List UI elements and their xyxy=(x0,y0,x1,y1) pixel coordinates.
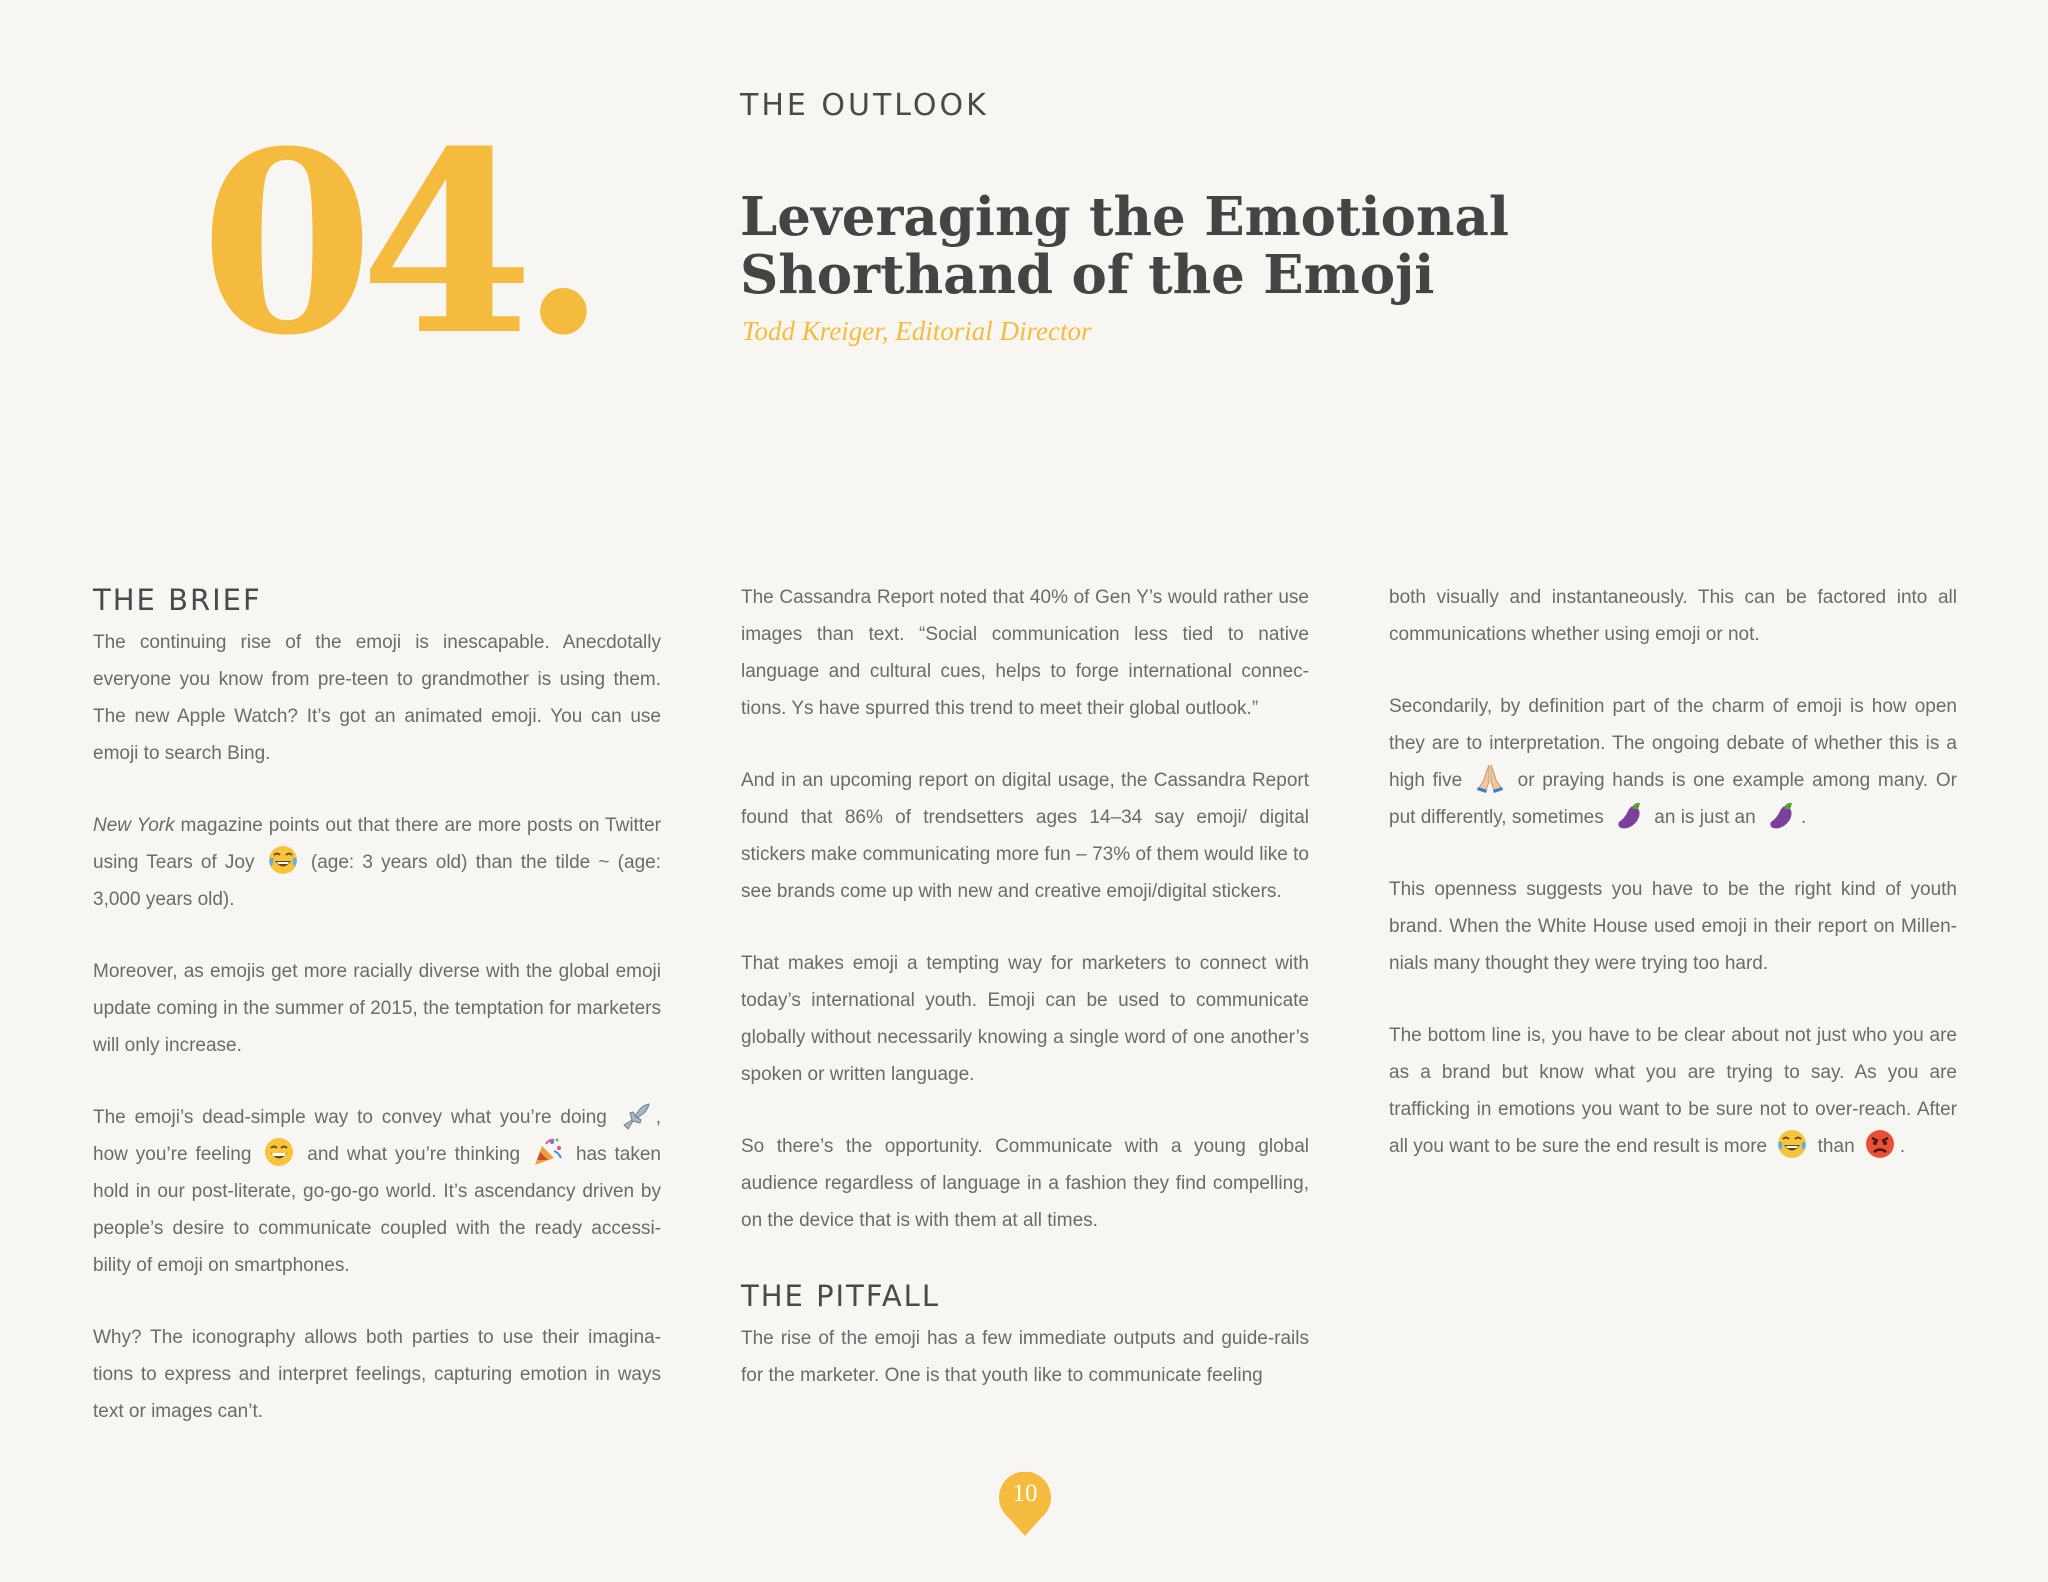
text-span: has taken hold in our post-literate, go-go-go world. It’s ascendancy driven by people’s desire to communicate coupled with the ready accessi-bility of emoji on smartphones. xyxy=(93,1144,661,1276)
pitfall-paragraph-3 xyxy=(1389,688,1957,836)
text-span: . xyxy=(1800,807,1807,828)
column-1 xyxy=(93,578,661,1465)
outlook-paragraph-1: The Cassandra Report noted that 40% of Gen Y’s would rather use images than text. “Social communication less tied to native language and cultural cues, helps to forge international connec-tions. Ys have spurred this trend to meet their global outlook.” xyxy=(741,587,1309,719)
text-span: . xyxy=(1899,1136,1906,1157)
text-span: than xyxy=(1817,1136,1855,1157)
column-3 xyxy=(1389,579,1957,1200)
party-popper-icon xyxy=(532,1136,564,1168)
outlook-paragraph-4: So there’s the opportunity. Communicate with a young global audience regardless of language in a fashion they find compelling, on the device that is with them at all times. xyxy=(741,1136,1309,1231)
chapter-number: 04. xyxy=(200,96,593,390)
title-line-2: Shorthand of the Emoji xyxy=(740,244,1435,306)
praying-hands-icon xyxy=(1474,762,1506,794)
brief-paragraph-5: Why? The iconography allows both parties to use their imagina-tions to express and interpret feelings, capturing emotion in ways text or images can’t. xyxy=(93,1327,661,1422)
pitfall-paragraph-5 xyxy=(1389,1017,1957,1165)
new-york-italic: New York xyxy=(93,815,175,836)
pitfall-heading: THE PITFALL xyxy=(741,1279,940,1313)
text-span: an is just an xyxy=(1654,807,1756,828)
pitfall-paragraph-2: both visually and instantaneously. This can be factored into all communications whether using emoji or not. xyxy=(1389,587,1957,645)
brief-paragraph-1: The continuing rise of the emoji is inescapable. Anecdotally everyone you know from pre-teen to grandmother is using them. The new Apple Watch? It’s got an animated emoji. You can use emoji to search Bing. xyxy=(93,632,661,764)
outlook-paragraph-2: And in an upcoming report on digital usage, the Cassandra Report found that 86% of trendsetters ages 14–34 say emoji/ digital stickers make communicating more fun – 73% of them would like to see brands come up with new and creative emoji/digital stickers. xyxy=(741,770,1309,902)
pitfall-paragraph-1: The rise of the emoji has a few immediate outputs and guide-rails for the marketer. One is that youth like to communicate feeling xyxy=(741,1328,1309,1386)
section-eyebrow: THE OUTLOOK xyxy=(740,88,989,123)
airplane-icon xyxy=(620,1099,652,1131)
text-span: Secondarily, by definition part of the charm of emoji is how open they are to interpretation. The ongoing debate of whether this is a high five xyxy=(1389,696,1957,791)
tears-of-joy-icon xyxy=(1776,1128,1808,1160)
text-span: magazine points out that there are more posts on Twitter using Tears of Joy xyxy=(93,815,662,873)
brief-paragraph-3: Moreover, as emojis get more racially diverse with the global emoji update coming in the summer of 2015, the temptation for marketers will only increase. xyxy=(93,961,661,1056)
byline: Todd Kreiger, Editorial Director xyxy=(742,316,1092,346)
page-number: 10 xyxy=(1012,1480,1038,1507)
brief-paragraph-4 xyxy=(93,1099,661,1284)
tears-of-joy-icon xyxy=(267,844,299,876)
column-2 xyxy=(741,579,1309,1429)
text-span: and what you’re thinking xyxy=(307,1144,521,1165)
text-span: or praying hands is one example among many. Or put differently, sometimes xyxy=(1389,770,1958,828)
eggplant-icon xyxy=(1765,799,1797,831)
brief-paragraph-2 xyxy=(93,807,661,918)
page-title xyxy=(740,188,1640,304)
text-span: , how you’re feeling xyxy=(93,1107,661,1165)
eggplant-icon xyxy=(1613,799,1645,831)
text-span: The emoji’s dead-simple way to convey what you’re doing xyxy=(93,1107,607,1128)
text-span: (age: 3 years old) than the tilde ~ (age: 3,000 years old). xyxy=(93,852,661,910)
angry-face-icon xyxy=(1864,1128,1896,1160)
brief-heading: THE BRIEF xyxy=(93,583,262,617)
outlook-paragraph-3: That makes emoji a tempting way for marketers to connect with today’s international youth. Emoji can be used to communicate globally without necessarily knowing a single word of one another’s spoken or written language. xyxy=(741,953,1309,1085)
title-line-1: Leveraging the Emotional xyxy=(740,186,1509,248)
text-span: The bottom line is, you have to be clear about not just who you are as a brand but know what you are trying to say. As you are trafficking in emotions you want to be sure not to over-reach. After all you want to be sure the end result is more xyxy=(1389,1025,1957,1157)
pitfall-paragraph-4: This openness suggests you have to be the right kind of youth brand. When the White House used emoji in their report on Millen-nials many thought they were trying too hard. xyxy=(1389,879,1957,974)
grinning-face-icon xyxy=(263,1136,295,1168)
page-number-badge xyxy=(998,1472,1052,1538)
